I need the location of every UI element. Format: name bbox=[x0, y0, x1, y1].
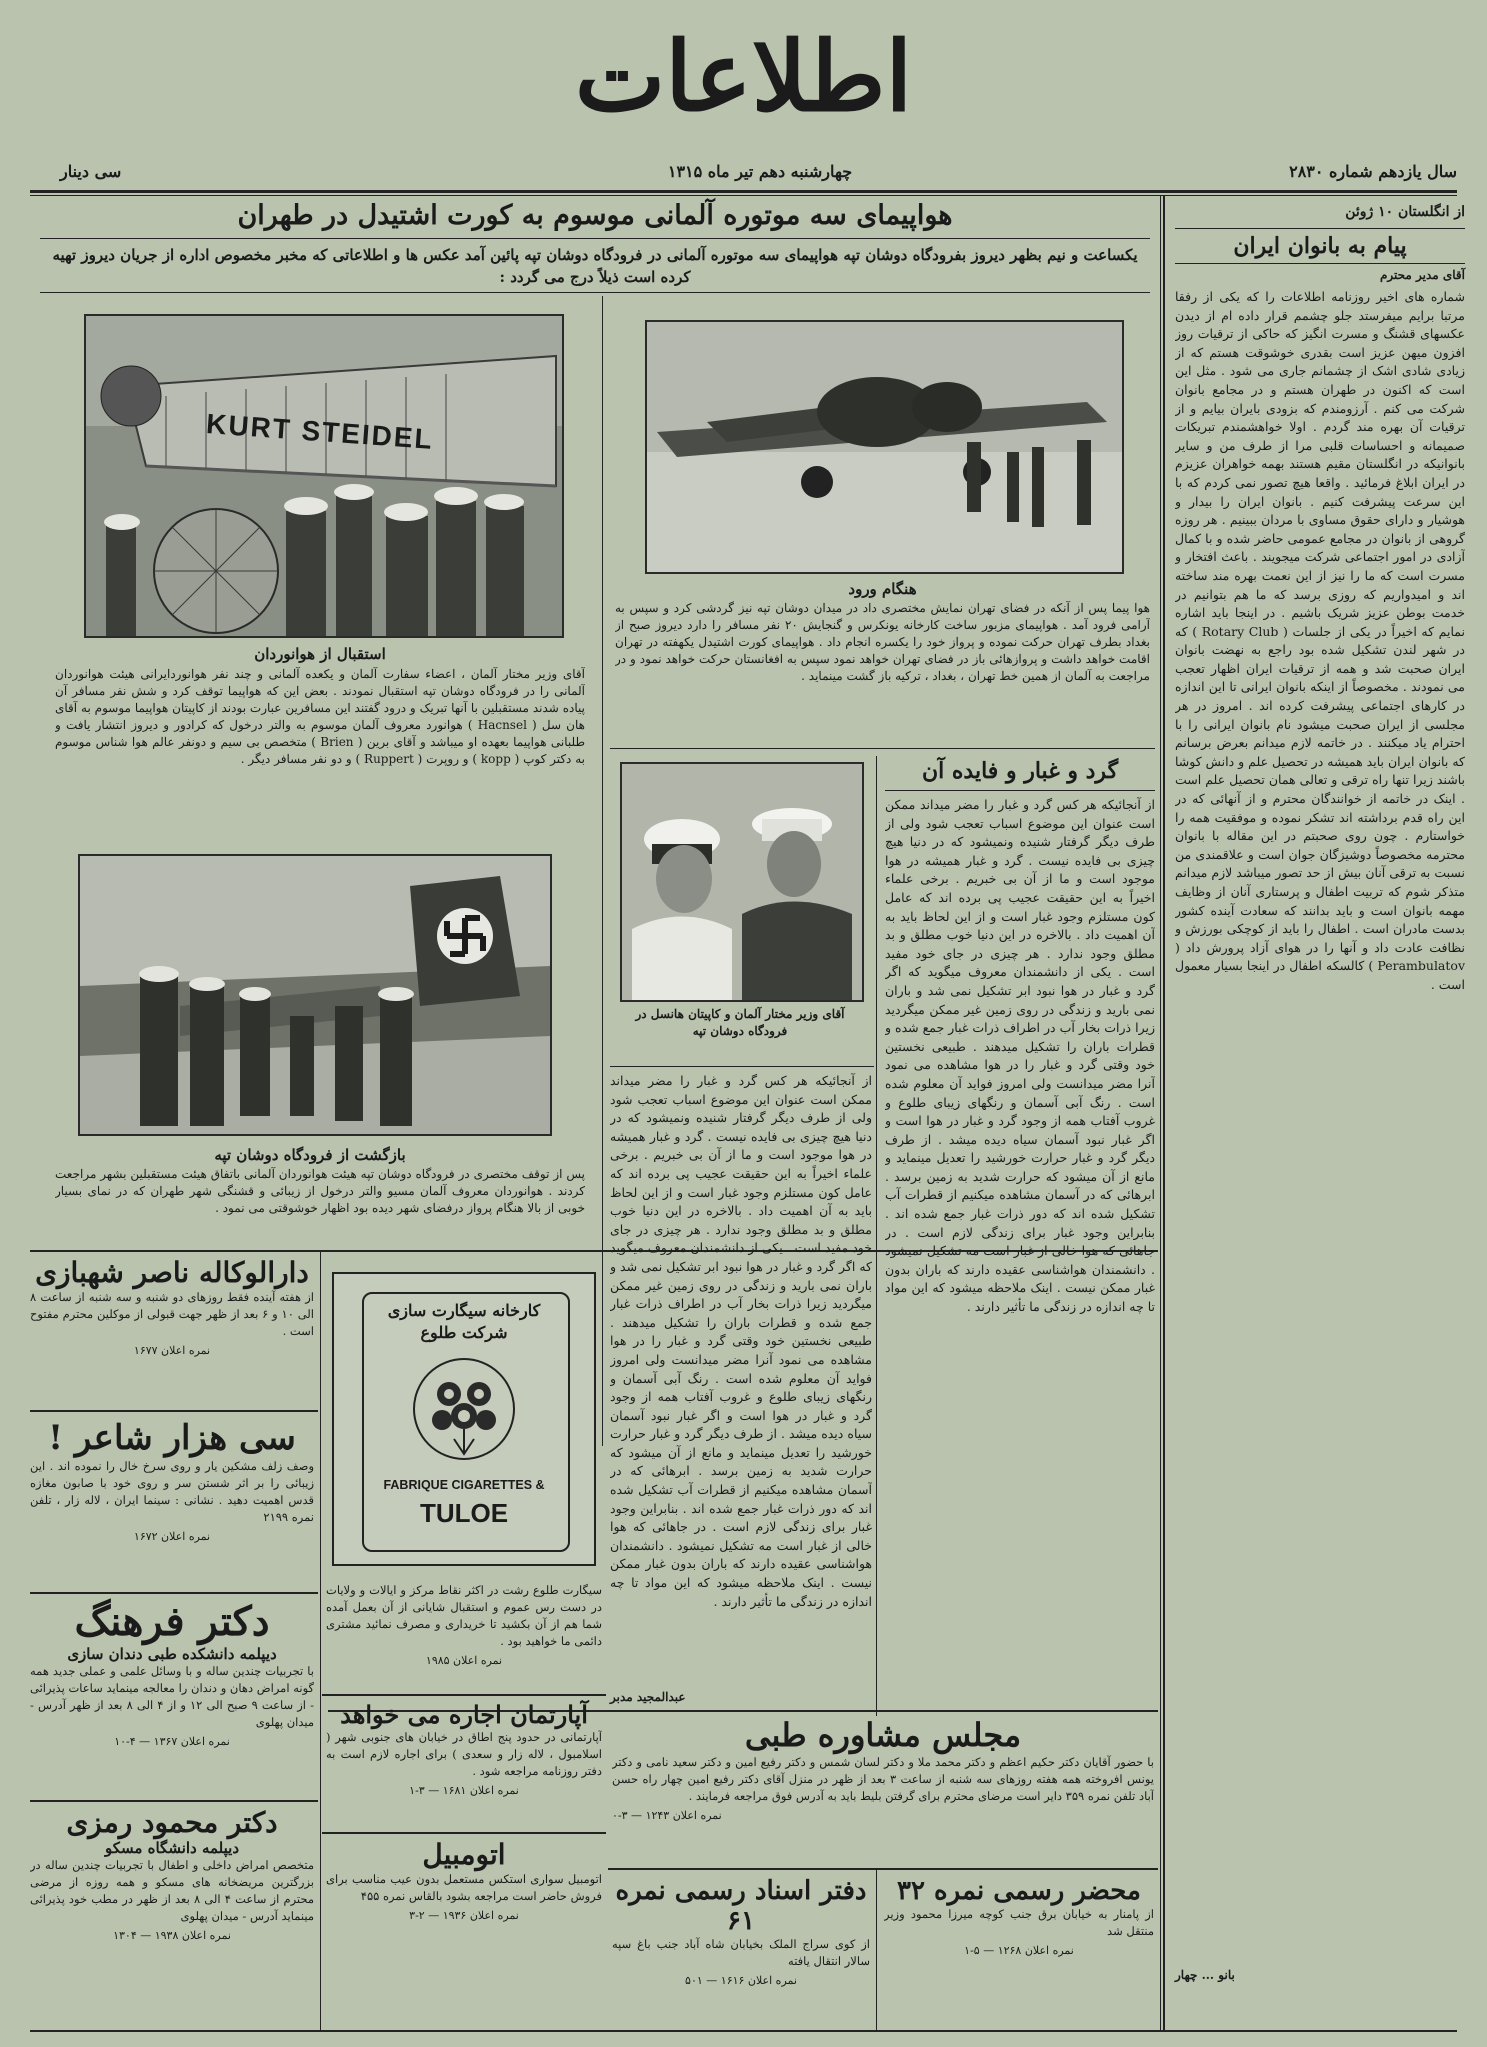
ad-sihezar-body: وصف زلف مشکین یار و روی سرخ خال را نموده اند . این زیبائی را بر اثر شستن سر و روی خود با صابون مغازه قدس اهمیت دهید . نشانی : سینما ایران ، لاله زار ، تلفن نمره ۲۱۹۹ bbox=[30, 1459, 314, 1524]
photo-arrival-image bbox=[647, 322, 1122, 572]
arrival-rule bbox=[610, 748, 1155, 749]
ad-farhang-foot: نمره اعلان ۱۳۶۷ — ۴-۱۰ bbox=[114, 1735, 230, 1748]
page-bottom-rule bbox=[30, 2030, 1457, 2032]
photo-arrival bbox=[645, 320, 1124, 574]
ad-farhang-subtitle: دیپلمه دانشکده طبی دندان سازی bbox=[67, 1645, 277, 1663]
plane-name-label: KURT STEIDEL bbox=[205, 408, 435, 455]
masthead: اطلاعات bbox=[574, 20, 913, 133]
photo-arrival-caption-title: هنگام ورود bbox=[848, 580, 917, 598]
ad-apartment-title: آپارتمان اجاره می خواهد bbox=[340, 1700, 588, 1729]
ad-ramzi-foot: نمره اعلان ۱۹۳۸ — ۱۳۰۴ bbox=[113, 1929, 231, 1942]
portrait-rule bbox=[610, 1066, 874, 1067]
ad-daftar61-foot: نمره اعلان ۱۶۱۶ — ۵۰۱ bbox=[685, 1974, 797, 1987]
ad-daftar61-body: از کوی سراج الملک بخیابان شاه آباد جنب باغ سپه سالار انتقال یافته bbox=[612, 1937, 870, 1968]
photo-welcome-caption: آقای وزیر مختار آلمان ، اعضاء سفارت آلمان و یکعده آلمانی و چند نفر هوانوردایرانی هیئت هوانوردان آلمانی را در فرودگاه دوشان تپه استقبال نمودند . بعض این که هواپیما توقف کرد و شش نفر مسافر آن پیاده شدند مستقبلین با آنها تبریک و درود گفتند این مسافرین عبارت بودند از کاپیتان هواپیما موسوم به آقای هان سل ( Hacnsel ) هوانورد معروف آلمان موسوم به والتر درخول که کرادور و دیروز انتشار یافت و طلبانی هواپیما بعهده او میباشد و آقای برین ( Brien ) متخصص بی سیم و دونفر عالم هوا شناس موسوم به دکتر کوپ ( kopp ) و روپرت ( Ruppert ) و دو نفر مسافر دیگر . bbox=[55, 667, 585, 766]
ad-mahzar32-foot: نمره اعلان ۱۲۶۸ — ۵-۱ bbox=[964, 1944, 1074, 1957]
ad-apartment-body: آپارتمانی در حدود پنج اطاق در خیابان های جنوبی شهر ( اسلامبول ، لاله زار و سعدی ) برای اجاره لازم است به دفتر روزنامه مراجعه شود . bbox=[326, 1730, 602, 1778]
masthead-rule bbox=[30, 190, 1457, 193]
ad-ramzi-title: دکتر محمود رمزی bbox=[66, 1806, 278, 1839]
ad-rule bbox=[30, 1800, 318, 1802]
headline-rule bbox=[40, 238, 1150, 239]
ad-majles-title: مجلس مشاوره طبی bbox=[744, 1716, 1022, 1754]
ad-farhang bbox=[30, 1598, 314, 1798]
dateline-issue: سال یازدهم شماره ۲۸۳۰ bbox=[1289, 162, 1457, 181]
dust-article-title: گرد و غبار و فایده آن bbox=[921, 758, 1119, 784]
column-divider bbox=[1163, 196, 1165, 2031]
ad-daralvekale-foot: نمره اعلان ۱۶۷۷ bbox=[133, 1344, 211, 1357]
photo-welcome bbox=[84, 314, 564, 638]
ad-majles-foot: نمره اعلان ۱۲۴۳ — ۳-۰ bbox=[612, 1809, 722, 1822]
ad-tuloe-box bbox=[332, 1272, 596, 1566]
ad-ramzi-body: متخصص امراض داخلی و اطفال با تجربیات چندین ساله در بزرگترین مریضخانه های مسکو و همه روزه از مرضی محترم از ساعت ۴ الی ۸ بعد از ظهر در مطب خود پذیرائی مینماید آدرس - میدان پهلوی bbox=[30, 1858, 314, 1923]
ad-sihezar bbox=[30, 1418, 314, 1588]
rose-bouquet-icon bbox=[404, 1354, 524, 1464]
ad-majles-body: با حضور آقایان دکتر حکیم اعظم و دکتر محمد ملا و دکتر لسان شمس و دکتر رفیع امین و دکتر سعید نامی و دکتر یونس افروخته همه هفته روزهای سه شنبه از ساعت ۳ بعد از ظهر در منزل آقای دکتر رفیع امین چهار راه حسن آباد تلفن نمره ۳۵۹ دایر است مرضای محترم برای گرفتن بلیط باید به آدرس فوق مراجعه فرمایند . bbox=[612, 1755, 1154, 1803]
ad-ramzi bbox=[30, 1806, 314, 2026]
ad-automobile bbox=[326, 1838, 602, 2018]
ad-majles bbox=[612, 1716, 1154, 1866]
ad-tuloe-line1: FABRIQUE CIGARETTES & bbox=[383, 1478, 545, 1492]
subhead-rule bbox=[40, 292, 1150, 293]
ad-mahzar32 bbox=[884, 1876, 1154, 2026]
ad-farhang-body: با تجربیات چندین ساله و با وسائل علمی و عملی جدید همه گونه امراض دهان و دندان را معالجه مینماید ساعات پذیرائی - از ساعت ۹ صبح الی ۱۲ و از ۴ الی ۸ بعد از ظهر آدرس - میدان پهلوی bbox=[30, 1664, 314, 1729]
ad-automobile-body: اتومبیل سواری استکس مستعمل بدون عیب مناسب برای فروش حاضر است مراجعه بشود بالقاس نمره ۴۵۵ bbox=[326, 1872, 602, 1903]
ad-sihezar-title: سی هزار شاعر ! bbox=[48, 1418, 296, 1458]
dust-article-body-left: از آنجائیکه هر کس گرد و غبار را مضر میداند ممکن است عنوان این موضوع اسباب تعجب شود ولی از طرف دیگر گرفتار شنیده ونمیشود که در دنیا هیچ چیزی بی فایده نیست . گرد و غبار همیشه در هوا موجود است و ما از آن بی خبریم . برخی علماء اخیراً به این حقیقت عجیب پی برده اند که عامل کون مستلزم وجود غبار است و از این لحاظ باید به آن اهمیت داد . بالاخره در این دنیا خوب مطلق و بد مطلق وجود ندارد . هر چیزی در جای خود مفید است . یکی از دانشمندان معروف میگوید که اگر گرد و غبار در هوا نبود ابر تشکیل نمی شد و باران نمی بارید و زندگی در روی زمین غیر ممکن میگردید زیرا ذرات بخار آب در اطراف ذرات غبار جمع شده و قطرات باران را تشکیل میدهند . طبیعی نخستین خود وقتی گرد و غبار را در هوا مشاهده می نمود آنرا مضر میدانست ولی امروز فواید آن معلوم شده است . رنگ آبی آسمان و رنگهای زیبای طلوع و غروب آفتاب همه از وجود گرد و غبار در هوا است و اگر غبار نبود آسمان سیاه دیده میشد . از طرف دیگر گرد و غبار حرارت خورشید را تعدیل مینماید و مانع از آن میشود که حرارت شدید به زمین برسد . ابرهائی که در آسمان مشاهده میکنیم از قطرات آب تشکیل شده اند که دور ذرات غبار جمع شده اند . بنابراین وجود غبار برای زندگی لازم است . در جاهائی که هوا خالی از غبار است مه تشکیل نمیشود . دانشمندان هواشناسی عقیده دارند که باران بدون غبار ممکن نیست . اینک ملاحظه میشود که این مواد تا چه اندازه در زندگی ما تأثیر دارند . bbox=[610, 1073, 872, 1609]
dateline-price: سی دینار bbox=[60, 162, 122, 181]
letter-title: پیام به بانوان ایران bbox=[1175, 228, 1465, 264]
ad-daralvekale-body: از هفته آینده فقط روزهای دو شنبه و سه شنبه از ساعت ۸ الی ۱۰ و ۶ بعد از ظهر جهت قبولی از موکلین محترم مفتوح است . bbox=[30, 1290, 314, 1338]
ad-tuloe-body: سیگارت طلوع رشت در اکثر نقاط مرکز و ایالات و ولایات در دست رس عموم و استقبال شایانی از آن بعمل آمده شما هم از آن بکشید تا خریداری و مصرف نمائید مشتری دائمی ما خواهید بود . bbox=[326, 1583, 602, 1648]
ad-rule bbox=[30, 1410, 318, 1412]
photo-portrait bbox=[620, 762, 864, 1002]
ad-tuloe-foot: نمره اعلان ۱۹۸۵ bbox=[425, 1654, 503, 1667]
ad-ramzi-subtitle: دیپلمه دانشگاه مسکو bbox=[104, 1839, 240, 1857]
ad-daralvekale bbox=[30, 1256, 314, 1406]
ad-apartment bbox=[326, 1700, 602, 1830]
ad-rule bbox=[30, 1592, 318, 1594]
photo-portrait-caption: آقای وزیر مختار آلمان و کاپیتان هانسل در فرودگاه دوشان تپه bbox=[635, 1007, 845, 1038]
ad-mahzar32-title: محضر رسمی نمره ۳۲ bbox=[897, 1876, 1141, 1906]
column-divider bbox=[876, 756, 877, 1716]
ad-farhang-title: دکتر فرهنگ bbox=[74, 1598, 270, 1645]
ad-rule bbox=[322, 1832, 606, 1834]
masthead-rule-thin bbox=[30, 195, 1457, 196]
letter-salutation: آقای مدیر محترم bbox=[1379, 268, 1465, 282]
photo-welcome-image bbox=[86, 316, 562, 636]
dateline-date: چهارشنبه دهم تیر ماه ۱۳۱۵ bbox=[667, 162, 853, 181]
letter-dateline: از انگلستان ۱۰ ژوئن bbox=[1345, 204, 1465, 220]
ad-automobile-title: اتومبیل bbox=[422, 1838, 506, 1871]
ad-apartment-foot: نمره اعلان ۱۶۸۱ — ۳-۱ bbox=[409, 1784, 519, 1797]
dust-article-byline: عبدالمجید مدبر bbox=[610, 1690, 686, 1704]
ad-tuloe-line2: TULOE bbox=[419, 1498, 509, 1528]
ad-tuloe-banner: کارخانه سیگارت سازی شرکت طلوع bbox=[387, 1301, 541, 1342]
letter-body: شماره های اخیر روزنامه اطلاعات را که یکی از رفقا مرتبا برایم میفرستد جلو چشمم قرار داده ام از دیدن عکسهای قشنگ و مسرت انگیز که حاکی از ترقیات روز افزون میهن عزیز است بقدری خوشوقت هستم که از زیادی شادی اشک از چشمانم جاری می شود . مثل این است که اکنون در طهران هستم و در مجامع بانوان شرکت می کنم . آرزومندم که بزودی بایران بیایم و از ترقیات آن بهره مند گردم . اولا خواهشمندم تبریکات صمیمانه و احساسات قلبی مرا از طرف من و سایر بانوانیکه در انگلستان مقیم هستند بهمه خواهران عزیزم در ایران ابلاغ فرمائید . واقعا هیچ تصور نمی کردم که با این سرعت پیشرفت کنیم . بانوان ایران را بیدار و هوشیار و دارای حقوق مساوی با مردان ببینیم . هر روزه گروهی از بانوان در مجامع عمومی حاضر شده و با کمال آزادی در امور اجتماعی شرکت میجویند . باعث افتخار و مسرت است که ما را نیز از این نعمت بهره مند ساخته اند و امیدواریم که روزی برسد که ما هم بتوانیم در خدمت بوطن عزیز شریک باشیم . در اینجا باید اشاره نمایم که اخیراً در یکی از جلسات ( Rotary Club ) که در شهر لندن تشکیل شده بود راجع به نهضت بانوان ایران صحبت شد و همه از ترقیات ایران اظهار تعجب می نمودند . مخصوصاً از اینکه بانوان ایرانی تا این اندازه در کارهای اجتماعی پیشرفت کرده اند . امروز در هر مجلسی از ایران صحبت میشود نام بانوان ایرانی را با احترام یاد میکنند . در خاتمه لازم میدانم بعرض برسانم که بانوان ایران باید همیشه در تحصیل علم و دانش کوشا باشند زیرا تنها راه ترقی و تعالی همان تحصیل علم است . اینک در خاتمه از خوانندگان محترم و از آنهائی که در این راه قدم برداشته اند تشکر نموده و موفقیت همه را خواستارم . چون روی صحبتم در این مقاله با بانوان محترمه مخصوصاً دوشیزگان جوان است و علاقمندی من نسبت به ترقی آنان بیش از حد تصور میباشد لازم میدانم متذکر شوم که تربیت اطفال و پرستاری آنان از وظایف مهمه بانوان است و باید بدانند که سعادت آینده کشور بدست مادران است . اطفال را باید از کوچکی بورزش و نظافت عادت داد و آنها را در هوای آزاد پرورش داد ( Perambulatov ) کالسکه اطفال در اینجا بسیار معمول است . bbox=[1175, 289, 1465, 992]
ad-automobile-foot: نمره اعلان ۱۹۳۶ — ۲-۳ bbox=[409, 1909, 519, 1922]
ad-sihezar-foot: نمره اعلان ۱۶۷۲ bbox=[133, 1530, 211, 1543]
letter-signature: بانو ... چهار bbox=[1175, 1968, 1235, 1982]
photo-return-caption-title: بازگشت از فرودگاه دوشان تپه bbox=[214, 1146, 406, 1164]
ad-rule bbox=[608, 1868, 1158, 1870]
photo-return-caption: پس از توقف مختصری در فرودگاه دوشان تپه هیئت هوانوردان آلمانی باتفاق هیئت مستقبلین بشهر مراجعت کردند . هوانوردان معروف آلمان مسیو والتر درخول از زیبائی و قشنگی شهر طهران که در نمای بسیار خوبی از بالا هنگام پرواز درفضای شهر دیده بود اظهار خوشوقتی می نمود . bbox=[55, 1167, 585, 1215]
ad-tuloe-text bbox=[326, 1582, 602, 1692]
photo-portrait-image bbox=[622, 764, 862, 1000]
dust-title-rule bbox=[885, 790, 1155, 791]
ad-rule bbox=[322, 1694, 606, 1696]
column-divider bbox=[602, 296, 603, 1446]
lead-headline: هواپیمای سه موتوره آلمانی موسوم به کورت اشتیدل در طهران bbox=[237, 200, 953, 231]
letter-article bbox=[1175, 204, 1465, 1982]
photo-welcome-caption-title: استقبال از هوانوردان bbox=[254, 645, 386, 663]
ad-daralvekale-title: دارالوکاله ناصر شهبازی bbox=[35, 1256, 309, 1289]
lead-subhead: یکساعت و نیم بظهر دیروز بفرودگاه دوشان تپه هواپیمای سه موتوره آلمانی در فرودگاه دوشان تپه پائین آمد عکس ها و اطلاعاتی که مخبر مخصوص اداره از جریان دیروز تهیه کرده است ذیلاً درج می گردد : bbox=[52, 246, 1138, 286]
ad-daftar61-title: دفتر اسناد رسمی نمره ۶۱ bbox=[615, 1876, 867, 1936]
photo-return-image bbox=[80, 856, 550, 1134]
column-divider bbox=[1160, 196, 1161, 2031]
ad-mahzar32-body: از پامنار به خیابان برق جنب کوچه میرزا محمود وزیر منتقل شد bbox=[884, 1907, 1154, 1938]
ad-daftar61 bbox=[612, 1876, 870, 2026]
photo-return bbox=[78, 854, 552, 1136]
ad-tuloe bbox=[326, 1268, 602, 1578]
ad-divider bbox=[876, 1870, 877, 2030]
photo-arrival-caption: هوا پیما پس از آنکه در فضای تهران نمایش مختصری داد در میدان دوشان تپه نیز گردشی کرد و سپس به آرامی فرود آمد . هواپیمای مزبور ساخت کارخانه یونکرس و گنجایش ۲۰ نفر مسافر را دارد دیروز صبح از بغداد بطرف تهران حرکت نموده و پرواز خود را یکسره انجام داد . هواپیمای کورت اشتیدل یکهفته در تهران اقامت خواهد داشت و پروازهائی باز در فضای تهران خواهد نمود سپس به افغانستان حرکت خواهد نمود و در مراجعت به آلمان از همین خط تهران ، بغداد ، ترکیه باز گشت مینماید . bbox=[615, 601, 1150, 683]
column-divider bbox=[320, 1250, 321, 2030]
dust-article-body-right: از آنجائیکه هر کس گرد و غبار را مضر میداند ممکن است عنوان این موضوع اسباب تعجب شود ولی از طرف دیگر گرفتار شنیده ونمیشود که در دنیا هیچ چیزی بی فایده نیست . گرد و غبار همیشه در هوا موجود است و ما از آن بی خبریم . برخی علماء اخیراً به این حقیقت عجیب پی برده اند که عامل کون مستلزم وجود غبار است و از این لحاظ باید به آن اهمیت داد . بالاخره در این دنیا خوب مطلق و بد مطلق وجود ندارد . هر چیزی در جای خود مفید است . یکی از دانشمندان معروف میگوید که اگر گرد و غبار در هوا نبود ابر تشکیل نمی شد و باران نمی بارید و زندگی در روی زمین غیر ممکن میگردید زیرا ذرات بخار آب در اطراف ذرات غبار جمع شده و قطرات باران را تشکیل میدهند . طبیعی نخستین خود وقتی گرد و غبار را در هوا مشاهده می نمود آنرا مضر میدانست ولی امروز فواید آن معلوم شده است . رنگ آبی آسمان و رنگهای زیبای طلوع و غروب آفتاب همه از وجود گرد و غبار در هوا است و اگر غبار نبود آسمان سیاه دیده میشد . از طرف دیگر گرد و غبار حرارت خورشید را تعدیل مینماید و مانع از آن میشود که حرارت شدید به زمین برسد . ابرهائی که در آسمان مشاهده میکنیم از قطرات آب تشکیل شده اند که دور ذرات غبار جمع شده اند . بنابراین وجود غبار برای زندگی لازم است . در جاهائی که هوا خالی از غبار است مه تشکیل نمیشود . دانشمندان هواشناسی عقیده دارند که باران بدون غبار ممکن نیست . اینک ملاحظه میشود که این مواد تا چه اندازه در زندگی ما تأثیر دارند . bbox=[885, 797, 1155, 1315]
